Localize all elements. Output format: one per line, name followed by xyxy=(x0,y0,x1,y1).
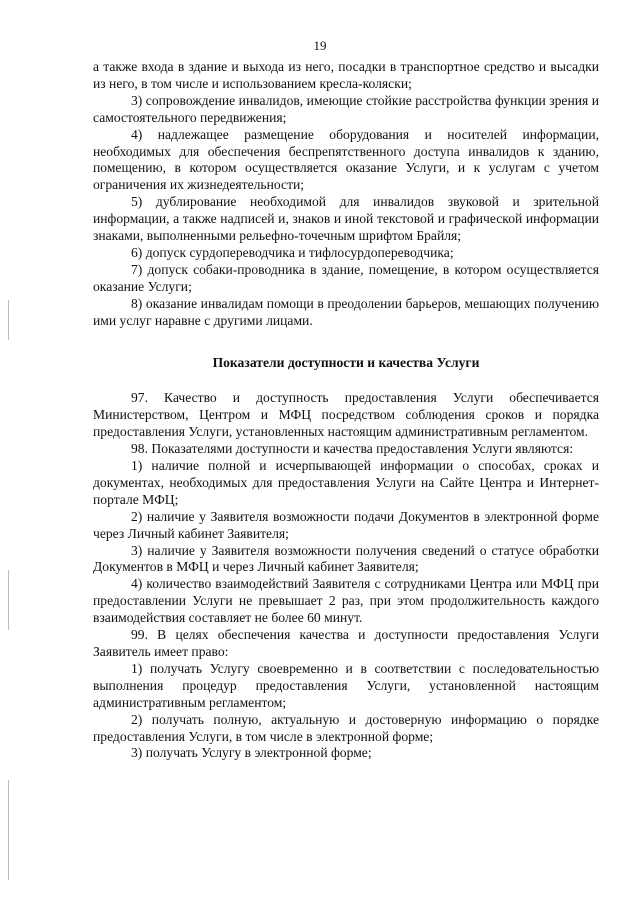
scan-edge-mark xyxy=(8,570,9,630)
list-item: 3) сопровождение инвалидов, имеющие стойкие расстройства функции зрения и самостоятельного передвижения; xyxy=(93,92,599,125)
scan-edge-mark xyxy=(8,780,9,880)
list-item: 3) получать Услугу в электронной форме; xyxy=(131,745,372,761)
list-item: 4) количество взаимодействий Заявителя с сотрудниками Центра или МФЦ при предоставлении Услуги не превышает 2 раз, при этом продолжительность каждого взаимодействия составляет не более 60 минут. xyxy=(93,576,599,626)
list-item: 1) получать Услугу своевременно и в соответствии с последовательностью выполнения процедур предоставления Услуги, установленной настоящим административным регламентом; xyxy=(93,660,599,710)
list-item: 5) дублирование необходимой для инвалидов звуковой и зрительной информации, а также надписей и, знаков и иной текстовой и графической информации знаками, выполненными рельефно-точечным шрифтом Брайля; xyxy=(93,194,599,244)
list-item: 6) допуск сурдопереводчика и тифлосурдопереводчика; xyxy=(131,244,454,260)
list-item: 4) надлежащее размещение оборудования и носителей информации, необходимых для обеспечения беспрепятственного доступа инвалидов к зданию, помещению, в котором осуществляется оказание Услуги, и к услугам с учетом ограничения их жизнедеятельности; xyxy=(93,126,599,193)
numbered-clause: 97. Качество и доступность предоставления Услуги обеспечивается Министерством, Центром и МФЦ посредством соблюдения сроков и порядка предоставления Услуги, установленных настоящим административным регламентом. xyxy=(93,390,599,440)
numbered-clause: 98. Показателями доступности и качества предоставления Услуги являются: xyxy=(131,441,574,457)
section-heading: Показатели доступности и качества Услуги xyxy=(212,354,480,370)
list-item: 8) оказание инвалидам помощи в преодолении барьеров, мешающих получению ими услуг наравне с другими лицами. xyxy=(93,295,599,328)
paragraph: а также входа в здание и выхода из него, посадки в транспортное средство и высадки из него, в том числе и использованием кресла-коляски; xyxy=(93,59,599,91)
list-item: 2) получать полную, актуальную и достоверную информацию о порядке предоставления Услуги, в том числе в электронной форме; xyxy=(93,711,599,744)
list-item: 2) наличие у Заявителя возможности подачи Документов в электронной форме через Личный кабинет Заявителя; xyxy=(93,508,599,541)
list-item: 3) наличие у Заявителя возможности получения сведений о статусе обработки Документов в МФЦ и через Личный кабинет Заявителя; xyxy=(93,542,599,575)
scan-edge-mark xyxy=(8,300,9,340)
numbered-clause: 99. В целях обеспечения качества и доступности предоставления Услуги Заявитель имеет право: xyxy=(93,627,599,659)
document-body xyxy=(93,59,599,762)
list-item: 7) допуск собаки-проводника в здание, помещение, в котором осуществляется оказание Услуги; xyxy=(93,261,599,294)
list-item: 1) наличие полной и исчерпывающей информации о способах, сроках и документах, необходимых для предоставления Услуги на Сайте Центра и Интернет-портале МФЦ; xyxy=(93,458,599,507)
page-number: 19 xyxy=(313,38,327,53)
